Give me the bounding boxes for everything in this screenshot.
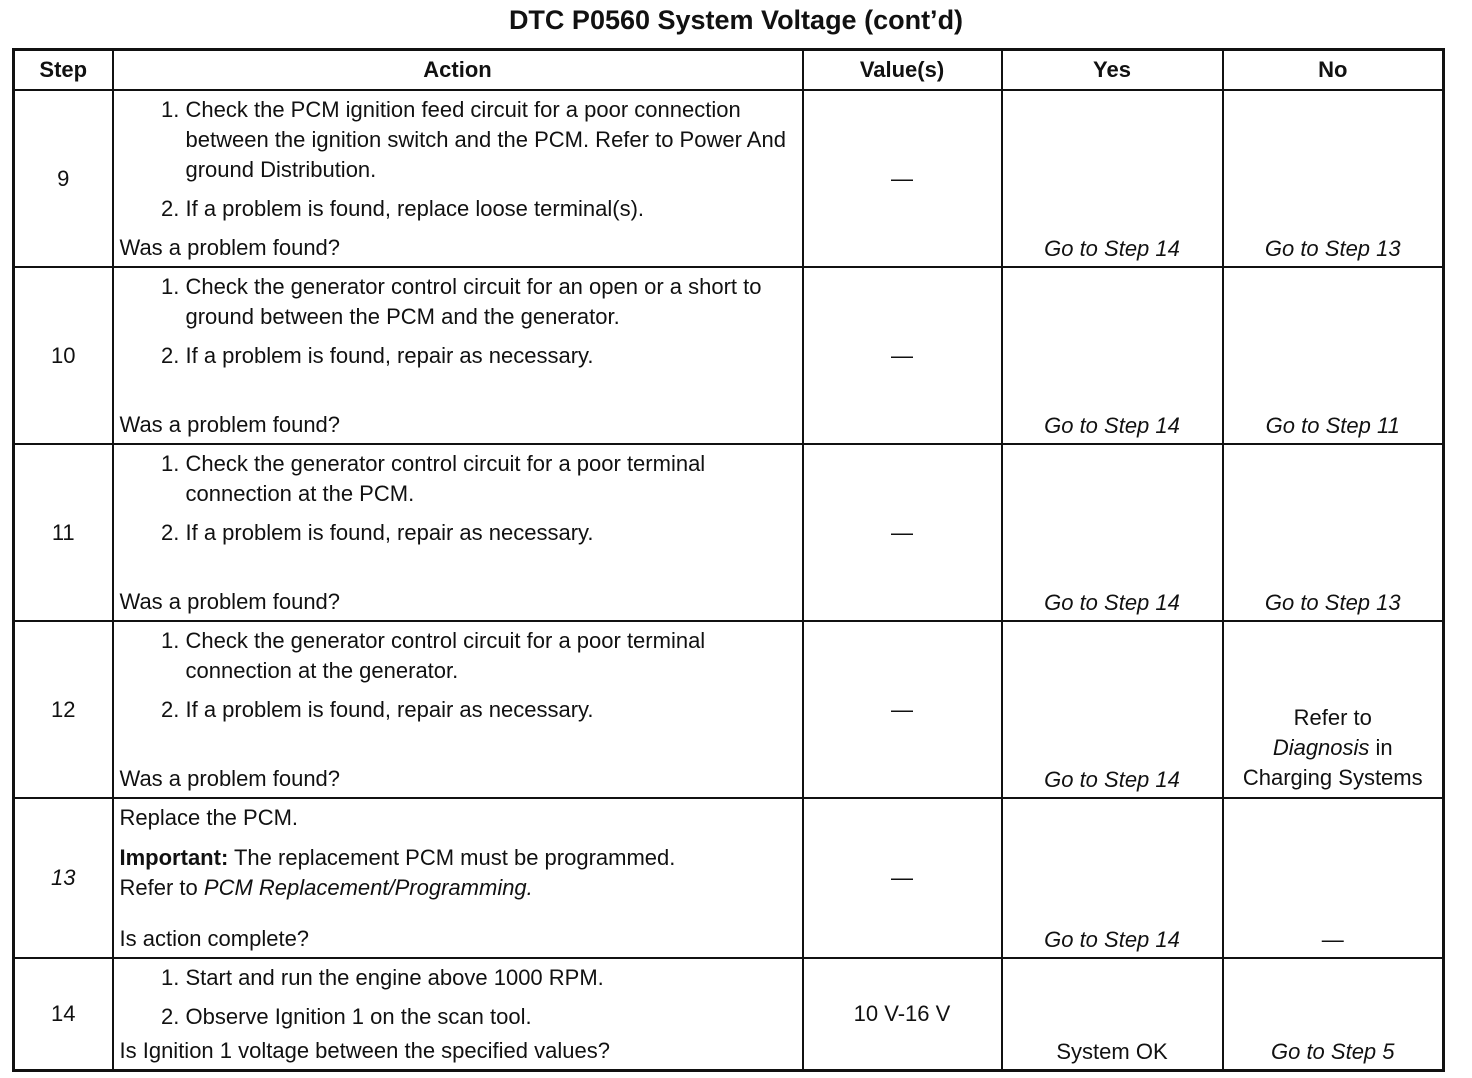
no-cell: Go to Step 11 [1223,267,1444,444]
header-step: Step [14,50,113,91]
pcm-programming-link[interactable]: PCM Replacement/Programming. [203,875,533,900]
value-cell: — [803,90,1002,267]
list-item: 2. Observe Ignition 1 on the scan tool. [186,1002,796,1032]
question-text: Was a problem found? [119,412,341,437]
no-cell: Go to Step 13 [1223,444,1444,621]
table-row [14,267,1444,444]
action-list [120,626,796,725]
no-cell [1223,621,1444,798]
list-item: 1. Check the generator control circuit for an open or a short to ground between the PCM and the generator. [186,272,796,332]
step-number: 12 [14,621,113,798]
table-row [14,444,1444,621]
table-header-row [14,50,1444,91]
question-text: Was a problem found? [119,766,341,791]
no-cell: — [1223,798,1444,958]
list-item: 1. Check the generator control circuit for a poor terminal connection at the generator. [186,626,796,686]
page-title: DTC P0560 System Voltage (cont’d) [508,5,964,35]
action-list [120,95,796,224]
list-item: 2. If a problem is found, replace loose terminal(s). [186,194,796,224]
yes-cell: Go to Step 14 [1002,621,1223,798]
yes-cell: Go to Step 14 [1002,798,1223,958]
list-item: 1. Check the generator control circuit for a poor terminal connection at the PCM. [186,449,796,509]
yes-cell: Go to Step 14 [1002,444,1223,621]
question-text: Is action complete? [119,926,310,951]
table-row [14,621,1444,798]
list-item: 2. If a problem is found, repair as necessary. [186,695,796,725]
yes-cell: System OK [1002,958,1223,1071]
action-cell [113,798,803,958]
table-row [14,798,1444,958]
replace-instruction: Replace the PCM. [119,805,299,830]
value-cell: — [803,267,1002,444]
important-note [120,843,796,903]
question-text: Was a problem found? [119,589,341,614]
no-cell: Go to Step 13 [1223,90,1444,267]
list-item: 1. Start and run the engine above 1000 RPM. [186,963,796,993]
question-text: Is Ignition 1 voltage between the specified values? [119,1038,610,1063]
refer-prefix: Refer to [119,875,198,900]
step-number: 9 [14,90,113,267]
action-list [120,449,796,548]
value-cell: — [803,621,1002,798]
step-number: 13 [14,798,113,958]
action-list [120,272,796,371]
action-cell [113,267,803,444]
yes-cell: Go to Step 14 [1002,90,1223,267]
no-refer-suffix: in [1375,735,1393,760]
important-label: Important: [119,845,229,870]
header-values: Value(s) [803,50,1002,91]
action-cell [113,90,803,267]
list-item: 2. If a problem is found, repair as necessary. [186,341,796,371]
table-row [14,958,1444,1071]
no-refer-line [1224,733,1443,763]
list-item: 2. If a problem is found, repair as necessary. [186,518,796,548]
table-row [14,90,1444,267]
important-text: The replacement PCM must be programmed. [233,845,676,870]
no-refer-block [1224,703,1443,793]
question-text: Was a problem found? [119,235,341,260]
diagnosis-link[interactable]: Diagnosis [1272,735,1370,760]
list-item: 1. Check the PCM ignition feed circuit for a poor connection between the ignition switch and the PCM. Refer to Power And ground Distribution. [186,95,796,185]
header-yes: Yes [1002,50,1223,91]
no-refer-target: Charging Systems [1242,765,1423,790]
value-cell: — [803,798,1002,958]
step-number: 14 [14,958,113,1071]
step-number: 10 [14,267,113,444]
value-cell: 10 V-16 V [803,958,1002,1071]
action-cell [113,444,803,621]
header-no: No [1223,50,1444,91]
value-cell: — [803,444,1002,621]
yes-cell: Go to Step 14 [1002,267,1223,444]
action-list [120,963,796,1032]
step-number: 11 [14,444,113,621]
no-cell: Go to Step 5 [1223,958,1444,1071]
action-cell [113,958,803,1071]
action-cell [113,621,803,798]
diagnostic-table [12,48,1445,1072]
no-refer-prefix: Refer to [1293,705,1372,730]
header-action: Action [113,50,803,91]
